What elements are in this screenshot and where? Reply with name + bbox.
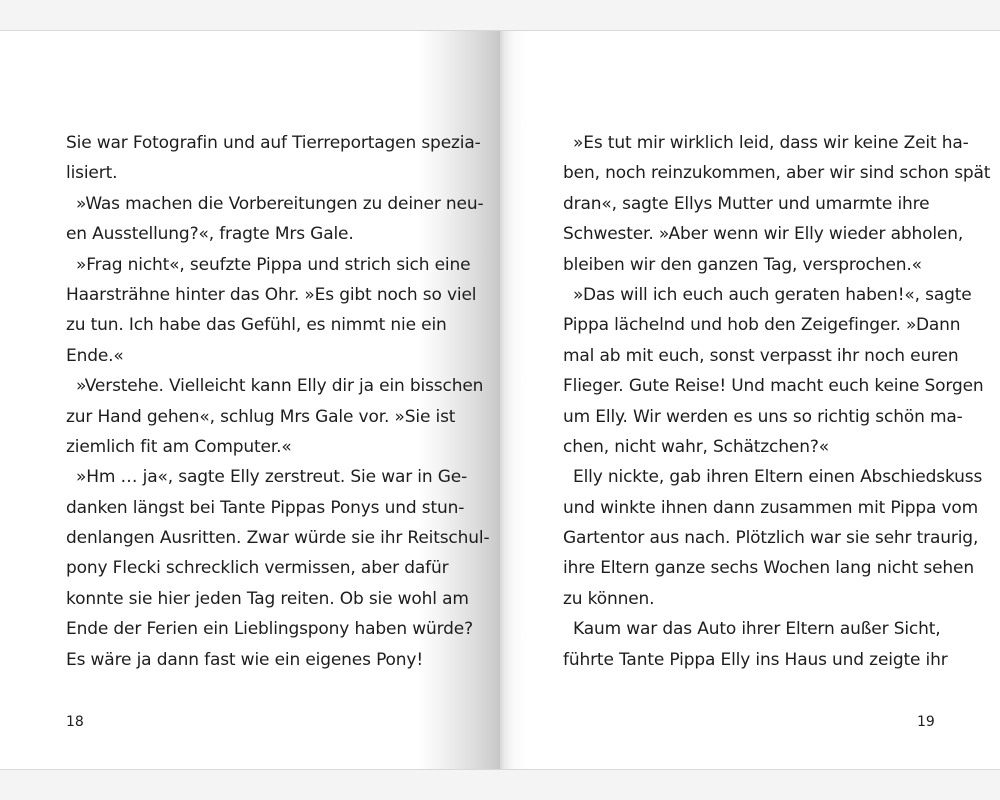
text-line: führte Tante Pippa Elly ins Haus und zeigte ihr — [563, 649, 948, 670]
text-line: konnte sie hier jeden Tag reiten. Ob sie wohl am — [66, 588, 469, 609]
text-line: denlangen Ausritten. Zwar würde sie ihr Reitschul- — [66, 528, 490, 549]
text-line: lisiert. — [66, 163, 118, 184]
text-line: danken längst bei Tante Pippas Ponys und stun- — [66, 497, 465, 518]
text-line: zu tun. Ich habe das Gefühl, es nimmt nie ein — [66, 315, 447, 336]
text-line: Ende der Ferien ein Lieblingspony haben würde? — [66, 619, 473, 640]
text-line: Schwester. »Aber wenn wir Elly wieder abholen, — [563, 224, 964, 245]
text-line: Gartentor aus nach. Plötzlich war sie sehr traurig, — [563, 528, 979, 549]
text-line: »Es tut mir wirklich leid, dass wir keine Zeit ha- — [573, 133, 969, 153]
text-line: »Verstehe. Vielleicht kann Elly dir ja ein bisschen — [76, 376, 484, 397]
text-line: Sie war Fotografin und auf Tierreportagen spezia- — [66, 133, 481, 153]
text-line: pony Flecki schrecklich vermissen, aber dafür — [66, 558, 449, 579]
text-line: en Ausstellung?«, fragte Mrs Gale. — [66, 224, 354, 245]
text-line: »Das will ich euch auch geraten haben!«, sagte — [573, 284, 972, 305]
left-page-text — [66, 128, 490, 675]
text-line: ben, noch reinzukommen, aber wir sind schon spät — [563, 163, 991, 184]
right-page-text — [563, 128, 991, 675]
text-line: Haarsträhne hinter das Ohr. »Es gibt noch so viel — [66, 284, 477, 305]
text-line: »Hm … ja«, sagte Elly zerstreut. Sie war in Ge- — [76, 467, 468, 488]
text-line: ihre Eltern ganze sechs Wochen lang nicht sehen — [563, 558, 974, 579]
text-line: zur Hand gehen«, schlug Mrs Gale vor. »Sie ist — [66, 406, 456, 427]
text-line: ziemlich fit am Computer.« — [66, 436, 292, 457]
right-page — [500, 30, 1000, 770]
page-number: 18 — [66, 714, 84, 730]
text-line: dran«, sagte Ellys Mutter und umarmte ihre — [563, 193, 930, 214]
text-line: um Elly. Wir werden es uns so richtig schön ma- — [563, 406, 963, 427]
text-line: »Frag nicht«, seufzte Pippa und strich sich eine — [76, 254, 471, 275]
text-line: und winkte ihnen dann zusammen mit Pippa vom — [563, 497, 979, 518]
text-line: bleiben wir den ganzen Tag, versprochen.« — [563, 254, 922, 275]
text-line: mal ab mit euch, sonst verpasst ihr noch euren — [563, 345, 959, 366]
text-line: zu können. — [563, 588, 655, 609]
text-line: Kaum war das Auto ihrer Eltern außer Sicht, — [573, 619, 941, 640]
text-line: Es wäre ja dann fast wie ein eigenes Pony! — [66, 649, 424, 670]
page-number: 19 — [917, 714, 935, 730]
text-line: chen, nicht wahr, Schätzchen?« — [563, 436, 829, 457]
text-line: Pippa lächelnd und hob den Zeigefinger. »Dann — [563, 315, 961, 336]
text-line: Flieger. Gute Reise! Und macht euch keine Sorgen — [563, 376, 984, 397]
left-page — [0, 30, 500, 770]
text-line: Elly nickte, gab ihren Eltern einen Abschiedskuss — [573, 467, 983, 488]
text-line: »Was machen die Vorbereitungen zu deiner neu- — [76, 193, 484, 214]
text-line: Ende.« — [66, 345, 124, 366]
